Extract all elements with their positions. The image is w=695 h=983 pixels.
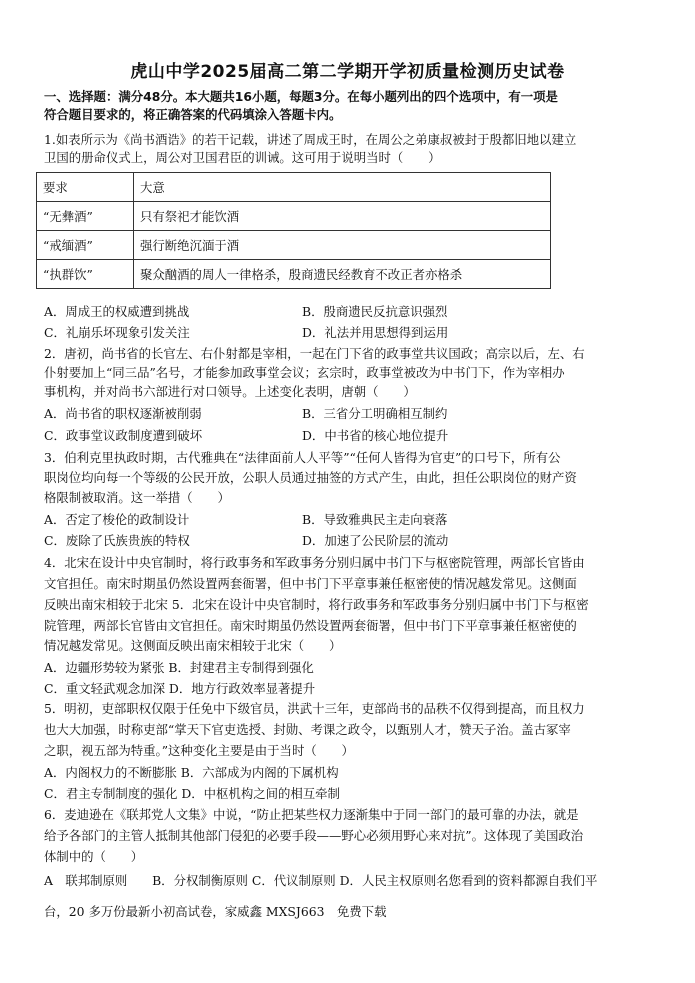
- q3-option-b[interactable]: B．导致雅典民主走向衰落: [302, 512, 448, 527]
- table-cell: “无彝酒”: [37, 202, 134, 231]
- q4-options-cd[interactable]: C．重文轻武观念加深 D．地方行政效率显著提升: [44, 681, 316, 696]
- table-row: [37, 260, 551, 289]
- q5-stem-line3: 之职，视五部为特重。”这种变化主要是由于当时（ ）: [44, 743, 354, 758]
- q1-table: [36, 172, 551, 289]
- q3-option-c[interactable]: C．废除了氏族贵族的特权: [44, 533, 190, 548]
- table-header-row: [37, 173, 551, 202]
- q3-option-a[interactable]: A．否定了梭伦的政制设计: [44, 512, 190, 527]
- q2-option-c[interactable]: C．政事堂议政制度遭到破坏: [44, 428, 203, 443]
- q4-stem-line2: 文官担任。南宋时期虽仍然设置两套衙署，但中书门下平章事兼任枢密使的情况越发常见。这侧面: [44, 576, 577, 591]
- q1-stem-line1: 1.如表所示为《尚书酒诰》的若干记载，讲述了周成王时，在周公之弟康叔被封于殷都旧地以建立: [44, 132, 577, 147]
- q5-stem-line2: 也大大加强，时称吏部“掌天下官吏选授、封勋、考课之政令，以甄别人才，赞天子治。盖古冢宰: [44, 722, 571, 737]
- q3-option-d[interactable]: D．加速了公民阶层的流动: [302, 533, 449, 548]
- q6-stem-line3: 体制中的（ ）: [44, 849, 144, 864]
- table-header-cell: 大意: [134, 173, 551, 202]
- q1-stem-line2: 卫国的册命仪式上，周公对卫国君臣的训诫。这可用于说明当时（ ）: [44, 150, 441, 165]
- table-row: [37, 202, 551, 231]
- table-row: [37, 231, 551, 260]
- q6-stem-line1: 6．麦迪逊在《联邦党人文集》中说，“防止把某些权力逐渐集中于同一部门的最可靠的办法，就是: [44, 807, 579, 822]
- q2-stem-line2: 仆射要加上“同三品”名号，才能参加政事堂会议；玄宗时，政事堂被改为中书门下，作为宰相办: [44, 365, 565, 380]
- q6-stem-line2: 给予各部门的主管人抵制其他部门侵犯的必要手段——野心必须用野心来对抗”。这体现了美国政治: [44, 828, 584, 843]
- q4-stem-line1: 4．北宋在设计中央官制时，将行政事务和军政事务分别归属中书门下与枢密院管理，两部长官皆由: [44, 555, 585, 570]
- section-instruction-line1: 一、选择题：满分48分。本大题共16小题，每题3分。在每小题列出的四个选项中，有一项是: [44, 89, 558, 104]
- q4-stem-line5: 情况越发常见。这侧面反映出南宋相较于北宋（ ）: [44, 638, 342, 653]
- q6-options[interactable]: A 联邦制原则 B．分权制衡原则 C．代议制原则 D．人民主权原则名您看到的资料都源自我们平: [44, 873, 598, 888]
- table-cell: “戒缅酒”: [37, 231, 134, 260]
- q1-option-d[interactable]: D．礼法并用思想得到运用: [302, 325, 449, 340]
- q2-option-a[interactable]: A．尚书省的职权逐渐被削弱: [44, 406, 202, 421]
- q4-stem-line3: 反映出南宋相较于北宋 5．北宋在设计中央官制时，将行政事务和军政事务分别归属中书门下与枢密: [44, 597, 589, 612]
- table-header-cell: 要求: [37, 173, 134, 202]
- q1-option-a[interactable]: A．周成王的权威遭到挑战: [44, 304, 190, 319]
- footer-note: 台，20 多万份最新小初高试卷，家威鑫 MXSJ663 免费下载: [44, 904, 387, 919]
- page-title: 虎山中学2025届高二第二学期开学初质量检测历史试卷: [130, 62, 565, 82]
- table-cell: 聚众酗酒的周人一律格杀，殷商遗民经教育不改正者亦格杀: [134, 260, 551, 289]
- q5-options-cd[interactable]: C．君主专制制度的强化 D．中枢机构之间的相互牵制: [44, 786, 340, 801]
- q2-stem-line3: 事机构，并对尚书六部进行对口领导。上述变化表明，唐朝（ ）: [44, 384, 416, 399]
- q2-option-d[interactable]: D．中书省的核心地位提升: [302, 428, 449, 443]
- q5-options-ab[interactable]: A．内阁权力的不断膨胀 B．六部成为内阁的下属机构: [44, 765, 339, 780]
- table-cell: 只有祭祀才能饮酒: [134, 202, 551, 231]
- q3-stem-line3: 格限制被取消。这一举措（ ）: [44, 490, 230, 505]
- table-cell: “执群饮”: [37, 260, 134, 289]
- q2-stem-line1: 2．唐初，尚书省的长官左、右仆射都是宰相，一起在门下省的政事堂共议国政；高宗以后，左、右: [44, 346, 585, 361]
- q3-stem-line2: 职岗位均向每一个等级的公民开放，公职人员通过抽签的方式产生，由此，担任公职岗位的财产资: [44, 470, 577, 485]
- q1-option-b[interactable]: B．殷商遗民反抗意识强烈: [302, 304, 448, 319]
- q4-options-ab[interactable]: A．边疆形势较为紧张 B．封建君主专制得到强化: [44, 660, 314, 675]
- q4-stem-line4: 院管理，两部长官皆由文官担任。南宋时期虽仍然设置两套衙署，但中书门下平章事兼任枢密使的: [44, 618, 577, 633]
- section-instruction-line2: 符合题目要求的，将正确答案的代码填涂入答题卡内。: [44, 107, 342, 122]
- q3-stem-line1: 3．伯利克里执政时期，古代雅典在“法律面前人人平等”“任何人皆得为官吏”的口号下，所有公: [44, 450, 561, 465]
- q5-stem-line1: 5．明初，吏部职权仅限于任免中下级官员，洪武十三年，吏部尚书的品秩不仅得到提高，而且权力: [44, 701, 585, 716]
- q1-option-c[interactable]: C．礼崩乐坏现象引发关注: [44, 325, 190, 340]
- q2-option-b[interactable]: B．三省分工明确相互制约: [302, 406, 448, 421]
- table-cell: 强行断绝沉湎于酒: [134, 231, 551, 260]
